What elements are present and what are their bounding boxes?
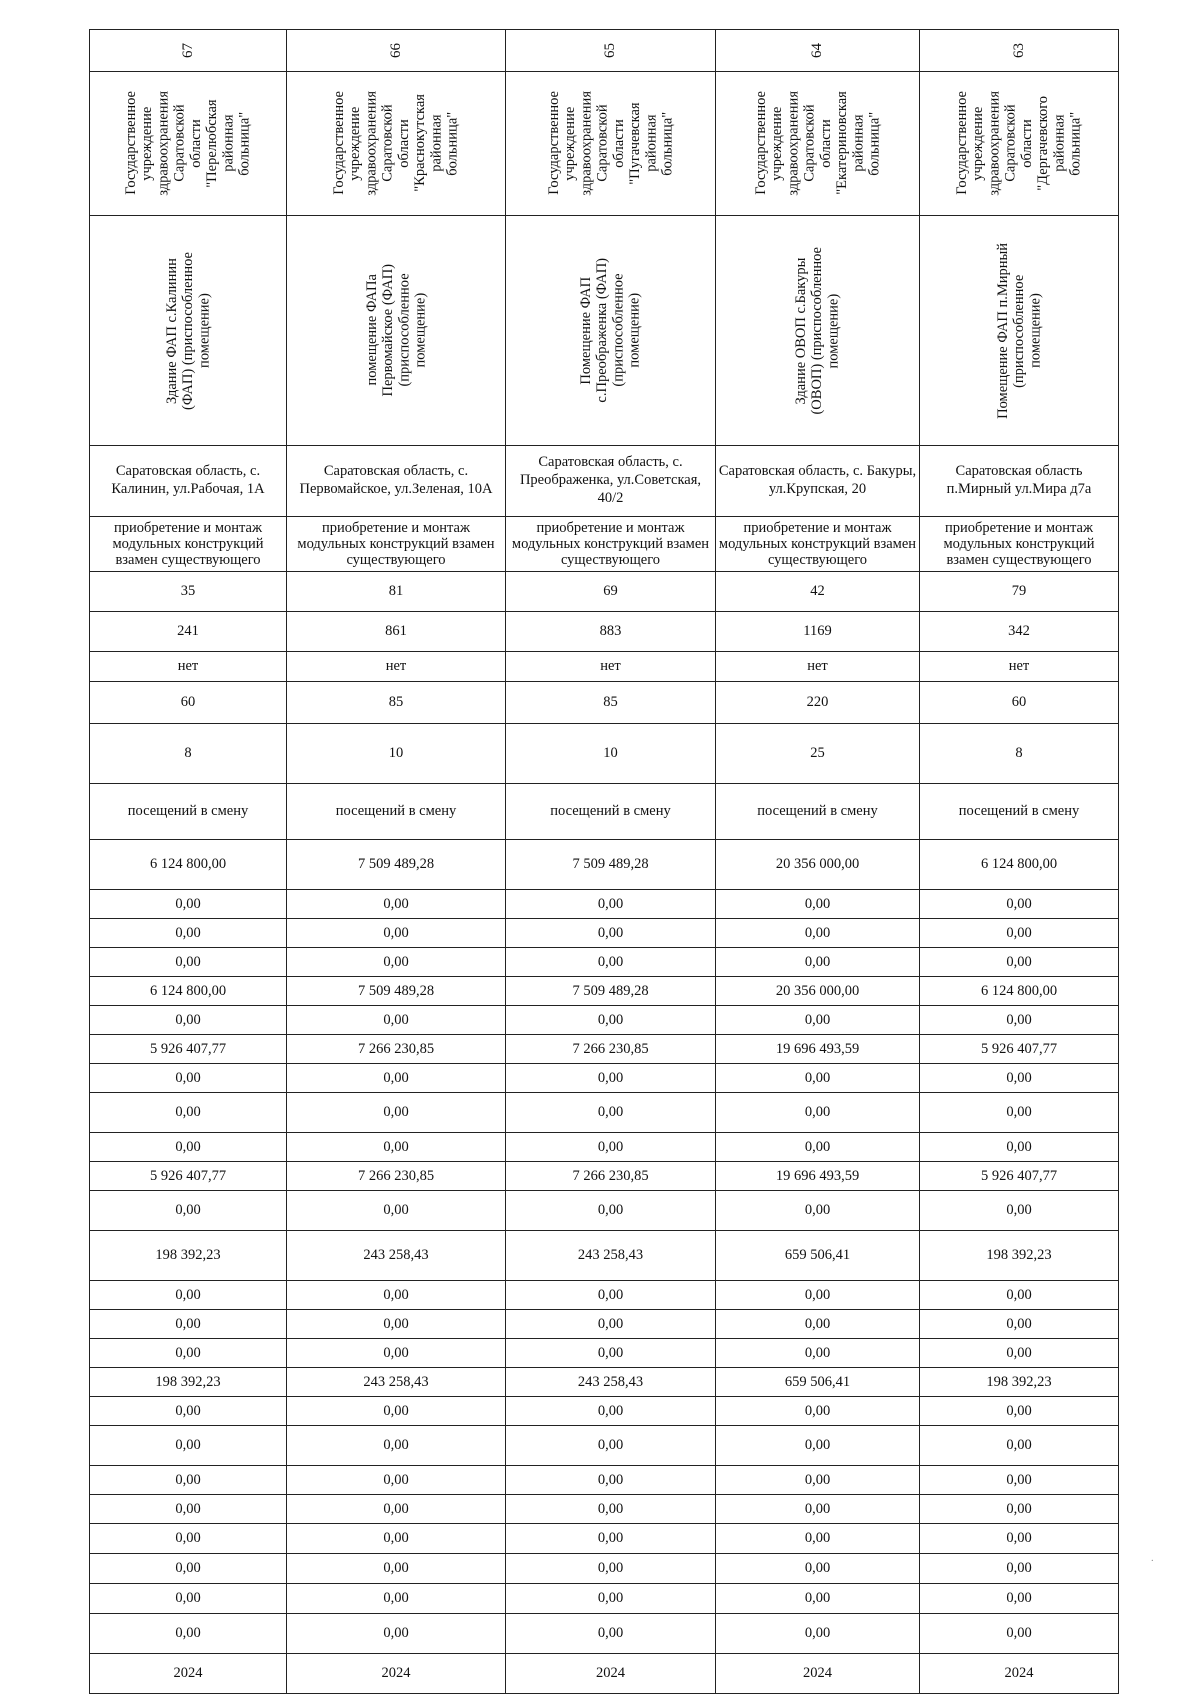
value-cell: 0,00	[920, 919, 1119, 948]
table-row	[90, 1368, 1119, 1397]
value-cell: 7 509 489,28	[506, 977, 716, 1006]
value-cell: 0,00	[920, 1554, 1119, 1584]
value-cell: 0,00	[506, 1006, 716, 1035]
value-cell: 0,00	[90, 1524, 287, 1554]
value-cell: нет	[90, 652, 287, 682]
row-number-cell	[506, 30, 716, 72]
value-cell: 1169	[716, 612, 920, 652]
value-cell: 0,00	[716, 1133, 920, 1162]
value-cell: 0,00	[506, 1554, 716, 1584]
table-row	[90, 216, 1119, 446]
organization-cell-text: Государственное учреждение здравоохранения Саратовской области "Дергачевского районная больница"	[954, 91, 1084, 196]
work-type-cell: приобретение и монтаж модульных конструкций взамен существующего	[90, 517, 287, 572]
value-cell: 0,00	[90, 919, 287, 948]
address-cell: Саратовская область, с. Преображенка, ул.Советская, 40/2	[506, 446, 716, 517]
row-number-cell-text: 65	[602, 43, 619, 58]
value-cell: нет	[506, 652, 716, 682]
value-cell: 0,00	[287, 1006, 506, 1035]
value-cell: 0,00	[716, 948, 920, 977]
value-cell: 10	[506, 724, 716, 784]
table-row	[90, 1584, 1119, 1614]
value-cell: 0,00	[90, 1554, 287, 1584]
table-row	[90, 1162, 1119, 1191]
value-cell: 0,00	[506, 1495, 716, 1524]
table-row	[90, 1614, 1119, 1654]
value-cell: 0,00	[920, 1397, 1119, 1426]
value-cell: 0,00	[287, 919, 506, 948]
value-cell: 0,00	[920, 1191, 1119, 1231]
value-cell: 0,00	[506, 1064, 716, 1093]
value-cell: 0,00	[287, 1524, 506, 1554]
table-row	[90, 1426, 1119, 1466]
value-cell: посещений в смену	[506, 784, 716, 840]
table-row	[90, 1310, 1119, 1339]
value-cell: 0,00	[287, 1426, 506, 1466]
value-cell: 0,00	[920, 948, 1119, 977]
address-cell: Саратовская область, с. Бакуры, ул.Крупская, 20	[716, 446, 920, 517]
scan-dot: ·	[1150, 1556, 1154, 1567]
value-cell: 0,00	[716, 1524, 920, 1554]
organization-cell	[716, 72, 920, 216]
table-row	[90, 784, 1119, 840]
value-cell: 5 926 407,77	[90, 1162, 287, 1191]
value-cell: 0,00	[920, 1495, 1119, 1524]
value-cell: 0,00	[920, 1339, 1119, 1368]
table-row	[90, 1035, 1119, 1064]
value-cell: 7 509 489,28	[287, 977, 506, 1006]
value-cell: 0,00	[287, 890, 506, 919]
value-cell: посещений в смену	[716, 784, 920, 840]
value-cell: 0,00	[506, 1133, 716, 1162]
value-cell: 0,00	[506, 1614, 716, 1654]
value-cell: 10	[287, 724, 506, 784]
table-row	[90, 1339, 1119, 1368]
value-cell: 0,00	[90, 1281, 287, 1310]
value-cell: 0,00	[287, 1281, 506, 1310]
table-row	[90, 1524, 1119, 1554]
row-number-cell	[716, 30, 920, 72]
value-cell: 243 258,43	[287, 1231, 506, 1281]
table-row	[90, 652, 1119, 682]
value-cell: 0,00	[920, 1524, 1119, 1554]
value-cell: 79	[920, 572, 1119, 612]
value-cell: 198 392,23	[90, 1231, 287, 1281]
value-cell: 0,00	[287, 1310, 506, 1339]
value-cell: 0,00	[90, 1064, 287, 1093]
value-cell: 19 696 493,59	[716, 1035, 920, 1064]
value-cell: 0,00	[716, 1466, 920, 1495]
value-cell: 0,00	[920, 1614, 1119, 1654]
table-row	[90, 1495, 1119, 1524]
value-cell: 20 356 000,00	[716, 977, 920, 1006]
value-cell: 0,00	[506, 1397, 716, 1426]
value-cell: 0,00	[287, 1339, 506, 1368]
address-cell: Саратовская область п.Мирный ул.Мира д7а	[920, 446, 1119, 517]
value-cell: 0,00	[716, 1064, 920, 1093]
value-cell: 0,00	[90, 1397, 287, 1426]
value-cell: 220	[716, 682, 920, 724]
value-cell: 5 926 407,77	[90, 1035, 287, 1064]
value-cell: 0,00	[287, 1495, 506, 1524]
value-cell: 0,00	[716, 1310, 920, 1339]
table-row	[90, 840, 1119, 890]
value-cell: 198 392,23	[920, 1368, 1119, 1397]
object-name-cell-text: Помещение ФАП п.Мирный (приспособленное помещение)	[994, 242, 1044, 419]
value-cell: 0,00	[287, 1397, 506, 1426]
table-row	[90, 724, 1119, 784]
table-row	[90, 612, 1119, 652]
value-cell: 69	[506, 572, 716, 612]
value-cell: 0,00	[716, 1339, 920, 1368]
value-cell: 0,00	[90, 1614, 287, 1654]
table-row	[90, 72, 1119, 216]
value-cell: 0,00	[716, 1006, 920, 1035]
table-row	[90, 446, 1119, 517]
object-name-cell-text: Здание ОВОП с.Бакуры (ОВОП) (приспособленное помещение)	[793, 246, 842, 415]
table-row	[90, 1093, 1119, 1133]
value-cell: 0,00	[90, 1426, 287, 1466]
value-cell: 0,00	[90, 890, 287, 919]
value-cell: 6 124 800,00	[90, 977, 287, 1006]
value-cell: 243 258,43	[287, 1368, 506, 1397]
object-name-cell-text: Здание ФАП с.Калинин (ФАП) (приспособленное помещение)	[163, 251, 213, 410]
value-cell: 0,00	[90, 1466, 287, 1495]
table-row	[90, 1654, 1119, 1694]
value-cell: 0,00	[506, 1524, 716, 1554]
value-cell: 0,00	[920, 1006, 1119, 1035]
value-cell: 0,00	[90, 948, 287, 977]
table-row	[90, 1466, 1119, 1495]
value-cell: 0,00	[90, 1310, 287, 1339]
value-cell: 0,00	[90, 1495, 287, 1524]
value-cell: 2024	[90, 1654, 287, 1694]
table-row	[90, 1231, 1119, 1281]
row-number-cell-text: 64	[809, 43, 826, 58]
value-cell: 5 926 407,77	[920, 1162, 1119, 1191]
value-cell: 60	[920, 682, 1119, 724]
row-number-cell	[287, 30, 506, 72]
value-cell: 35	[90, 572, 287, 612]
value-cell: 85	[287, 682, 506, 724]
value-cell: 0,00	[920, 1064, 1119, 1093]
value-cell: 7 266 230,85	[287, 1162, 506, 1191]
value-cell: 0,00	[716, 1584, 920, 1614]
value-cell: 2024	[716, 1654, 920, 1694]
object-name-cell-text: помещение ФАПа Первомайское (ФАП) (приспособленное помещение)	[363, 264, 429, 397]
value-cell: 0,00	[920, 1426, 1119, 1466]
value-cell: 20 356 000,00	[716, 840, 920, 890]
value-cell: 0,00	[920, 1310, 1119, 1339]
value-cell: посещений в смену	[90, 784, 287, 840]
value-cell: 198 392,23	[90, 1368, 287, 1397]
table-row	[90, 1554, 1119, 1584]
value-cell: 0,00	[506, 890, 716, 919]
value-cell: 0,00	[716, 1426, 920, 1466]
value-cell: 659 506,41	[716, 1231, 920, 1281]
organization-cell-text: Государственное учреждение здравоохранения Саратовской области "Екатериновская районная больница"	[752, 91, 883, 196]
value-cell: 5 926 407,77	[920, 1035, 1119, 1064]
value-cell: 0,00	[716, 919, 920, 948]
value-cell: 6 124 800,00	[920, 840, 1119, 890]
value-cell: 60	[90, 682, 287, 724]
value-cell: нет	[920, 652, 1119, 682]
organization-cell	[287, 72, 506, 216]
value-cell: 7 266 230,85	[506, 1162, 716, 1191]
value-cell: 0,00	[287, 948, 506, 977]
value-cell: 0,00	[287, 1191, 506, 1231]
value-cell: 0,00	[90, 1339, 287, 1368]
value-cell: 0,00	[506, 1281, 716, 1310]
work-type-cell: приобретение и монтаж модульных конструкций взамен существующего	[506, 517, 716, 572]
table-row	[90, 572, 1119, 612]
document-table	[89, 29, 1118, 1694]
value-cell: 241	[90, 612, 287, 652]
object-name-cell	[287, 216, 506, 446]
value-cell: 7 266 230,85	[287, 1035, 506, 1064]
value-cell: 8	[90, 724, 287, 784]
value-cell: 0,00	[920, 1466, 1119, 1495]
value-cell: 7 266 230,85	[506, 1035, 716, 1064]
value-cell: 0,00	[287, 1584, 506, 1614]
organization-cell-text: Государственное учреждение здравоохранения Саратовской области "Перелюбская районная больница"	[123, 91, 253, 196]
organization-cell	[90, 72, 287, 216]
value-cell: 0,00	[506, 1191, 716, 1231]
value-cell: 0,00	[716, 1093, 920, 1133]
value-cell: 81	[287, 572, 506, 612]
value-cell: 0,00	[506, 1466, 716, 1495]
value-cell: 883	[506, 612, 716, 652]
work-type-cell: приобретение и монтаж модульных конструкций взамен существующего	[287, 517, 506, 572]
value-cell: 0,00	[287, 1093, 506, 1133]
table-row	[90, 1191, 1119, 1231]
table-row	[90, 30, 1119, 72]
address-cell: Саратовская область, с. Калинин, ул.Рабочая, 1А	[90, 446, 287, 517]
row-number-cell-text: 66	[387, 43, 404, 58]
value-cell: 2024	[920, 1654, 1119, 1694]
row-number-cell	[90, 30, 287, 72]
row-number-cell-text: 67	[179, 43, 196, 58]
value-cell: 6 124 800,00	[90, 840, 287, 890]
value-cell: 42	[716, 572, 920, 612]
value-cell: 19 696 493,59	[716, 1162, 920, 1191]
value-cell: 0,00	[90, 1133, 287, 1162]
value-cell: 0,00	[506, 1584, 716, 1614]
table-row	[90, 1281, 1119, 1310]
value-cell: 0,00	[716, 1397, 920, 1426]
value-cell: 0,00	[506, 919, 716, 948]
value-cell: 0,00	[506, 1426, 716, 1466]
table-row	[90, 977, 1119, 1006]
value-cell: посещений в смену	[920, 784, 1119, 840]
value-cell: 198 392,23	[920, 1231, 1119, 1281]
value-cell: 0,00	[716, 1191, 920, 1231]
value-cell: 0,00	[287, 1614, 506, 1654]
value-cell: 7 509 489,28	[287, 840, 506, 890]
value-cell: 0,00	[920, 1133, 1119, 1162]
value-cell: 0,00	[506, 1093, 716, 1133]
table-row	[90, 682, 1119, 724]
value-cell: 0,00	[920, 1281, 1119, 1310]
organization-cell-text: Государственное учреждение здравоохранения Саратовской области "Пугачевская районная больница"	[545, 91, 676, 196]
value-cell: 0,00	[716, 1554, 920, 1584]
value-cell: 0,00	[287, 1064, 506, 1093]
value-cell: 0,00	[287, 1554, 506, 1584]
value-cell: 659 506,41	[716, 1368, 920, 1397]
value-cell: 0,00	[920, 890, 1119, 919]
address-cell: Саратовская область, с. Первомайское, ул.Зеленая, 10А	[287, 446, 506, 517]
value-cell: 0,00	[287, 1466, 506, 1495]
value-cell: 8	[920, 724, 1119, 784]
value-cell: 7 509 489,28	[506, 840, 716, 890]
work-type-cell: приобретение и монтаж модульных конструкций взамен существующего	[920, 517, 1119, 572]
value-cell: нет	[287, 652, 506, 682]
object-name-cell-text: Помещение ФАП с.Преображенка (ФАП) (приспособленное помещение)	[578, 258, 643, 403]
table-row	[90, 1397, 1119, 1426]
value-cell: 861	[287, 612, 506, 652]
value-cell: 0,00	[287, 1133, 506, 1162]
value-cell: 243 258,43	[506, 1368, 716, 1397]
work-type-cell: приобретение и монтаж модульных конструкций взамен существующего	[716, 517, 920, 572]
object-name-cell	[716, 216, 920, 446]
object-name-cell	[506, 216, 716, 446]
value-cell: 0,00	[90, 1191, 287, 1231]
value-cell: 0,00	[506, 1310, 716, 1339]
value-cell: 2024	[506, 1654, 716, 1694]
value-cell: нет	[716, 652, 920, 682]
value-cell: 2024	[287, 1654, 506, 1694]
value-cell: 243 258,43	[506, 1231, 716, 1281]
value-cell: 0,00	[716, 1281, 920, 1310]
table-row	[90, 1133, 1119, 1162]
table-row	[90, 948, 1119, 977]
value-cell: 0,00	[506, 948, 716, 977]
row-number-cell-text: 63	[1010, 43, 1027, 58]
value-cell: 25	[716, 724, 920, 784]
value-cell: 342	[920, 612, 1119, 652]
organization-cell	[506, 72, 716, 216]
table-row	[90, 1006, 1119, 1035]
value-cell: 0,00	[716, 1495, 920, 1524]
organization-cell	[920, 72, 1119, 216]
object-name-cell	[920, 216, 1119, 446]
value-cell: 0,00	[716, 1614, 920, 1654]
table-row	[90, 1064, 1119, 1093]
row-number-cell	[920, 30, 1119, 72]
value-cell: 0,00	[716, 890, 920, 919]
value-cell: 0,00	[506, 1339, 716, 1368]
value-cell: 6 124 800,00	[920, 977, 1119, 1006]
value-cell: 0,00	[90, 1093, 287, 1133]
value-cell: 0,00	[920, 1584, 1119, 1614]
table-row	[90, 517, 1119, 572]
value-cell: 0,00	[90, 1006, 287, 1035]
value-cell: 0,00	[920, 1093, 1119, 1133]
organization-cell-text: Государственное учреждение здравоохранения Саратовской области "Краснокутская районная больница"	[331, 91, 461, 196]
value-cell: посещений в смену	[287, 784, 506, 840]
table-row	[90, 919, 1119, 948]
value-cell: 0,00	[90, 1584, 287, 1614]
table-row	[90, 890, 1119, 919]
value-cell: 85	[506, 682, 716, 724]
object-name-cell	[90, 216, 287, 446]
